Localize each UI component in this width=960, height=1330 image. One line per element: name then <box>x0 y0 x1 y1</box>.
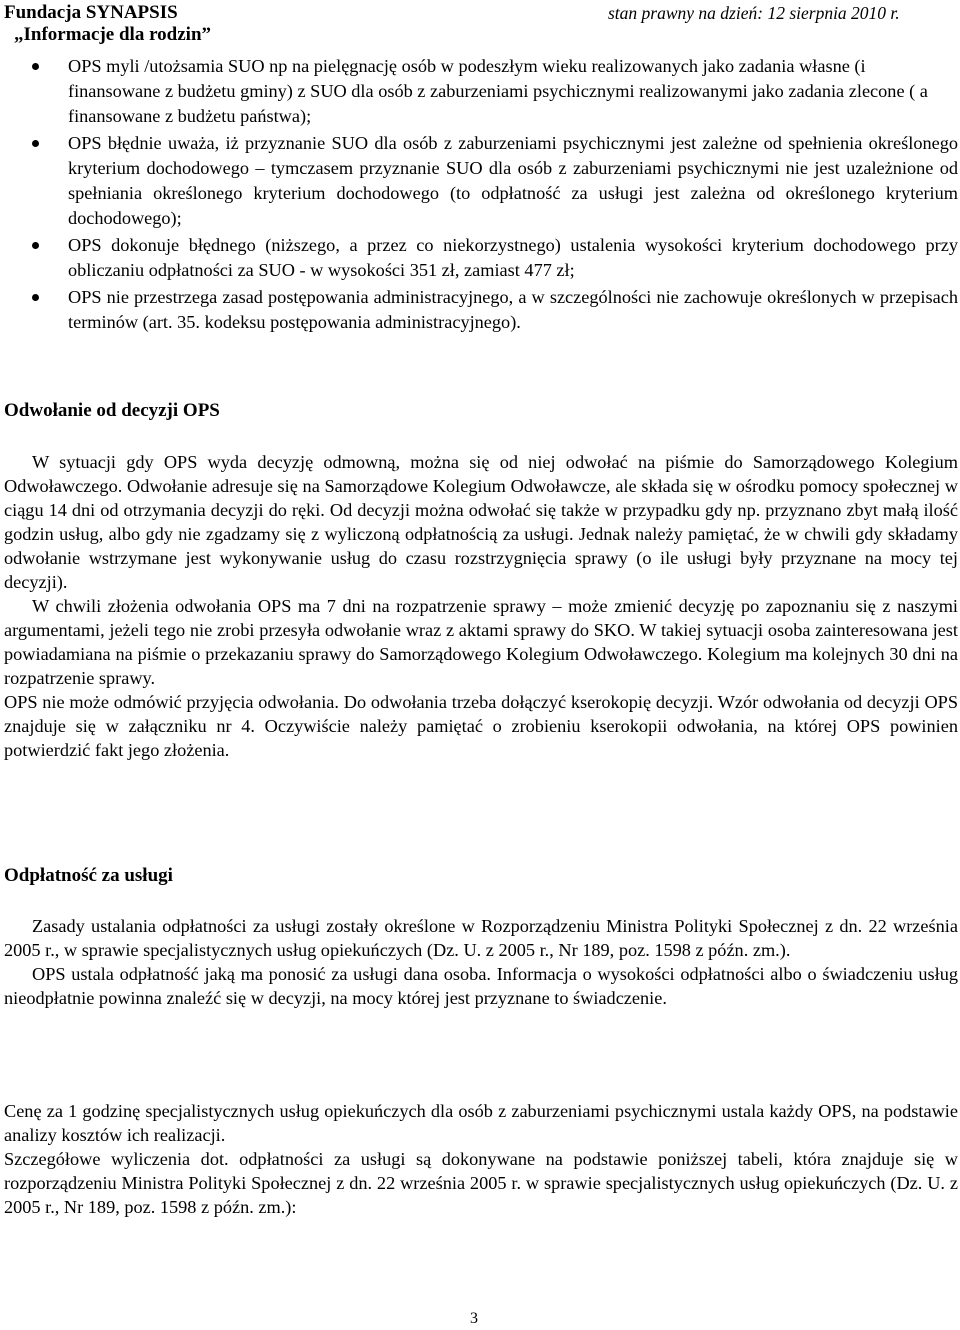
list-item: OPS nie przestrzega zasad postępowania administracyjnego, a w szczególności nie zachowuje określonych w przepisach terminów (art. 35. kodeksu postępowania administracyjnego). <box>4 285 958 335</box>
document-subtitle: „Informacje dla rodzin” <box>14 24 212 45</box>
list-item: OPS błędnie uważa, iż przyznanie SUO dla osób z zaburzeniami psychicznymi jest zależne od spełnienia określonego kryterium dochodowego – tymczasem przyznanie SUO dla osób z zaburzeniami psychicznymi nie jest uzależnione od spełniania określonego kryterium dochodowego (to odpłatność za usługi jest zależna od określonego kryterium dochodowego); <box>4 131 958 231</box>
organization-name: Fundacja SYNAPSIS <box>4 2 178 23</box>
section-fees-body <box>4 914 958 1010</box>
list-item: OPS myli /utożsamia SUO np na pielęgnację osób w podeszłym wieku realizowanych jako zadania własne (i finansowane z budżetu gminy) z SUO dla osób z zaburzeniami psychicznymi realizowanymi jako zadania zlecone ( a finansowane z budżetu państwa); <box>4 54 958 129</box>
paragraph: W sytuacji gdy OPS wyda decyzję odmowną, można się od niej odwołać na piśmie do Samorządowego Kolegium Odwoławczego. Odwołanie adresuje się na Samorządowe Kolegium Odwoławcze, ale składa się w ośrodku pomocy społecznej w ciągu 14 dni od otrzymania decyzji do ręki. Od decyzji można odwołać się także w przypadku gdy np. przyznano zbyt małą ilość godzin usług, albo gdy nie zgadzamy się z wyliczoną odpłatnością za usługi. Jednak należy pamiętać, że w chwili gdy składamy odwołanie wstrzymane jest wykonywanie usług do czasu rozstrzygnięcia sprawy (o ile usługi były przyznane na mocy tej decyzji). <box>4 452 958 592</box>
section-heading-fees: Odpłatność za usługi <box>4 865 173 886</box>
paragraph: Cenę za 1 godzinę specjalistycznych usług opiekuńczych dla osób z zaburzeniami psychicznymi ustala każdy OPS, na podstawie analizy kosztów ich realizacji. <box>4 1101 958 1145</box>
issues-list <box>4 54 958 337</box>
section-heading-appeal: Odwołanie od decyzji OPS <box>4 400 220 421</box>
legal-status-date: stan prawny na dzień: 12 sierpnia 2010 r. <box>608 3 900 23</box>
page-header <box>4 2 958 24</box>
paragraph: OPS nie może odmówić przyjęcia odwołania. Do odwołania trzeba dołączyć kserokopię decyzji. Wzór odwołania od decyzji OPS znajduje się w załączniku nr 4. Oczywiście należy pamiętać o zrobieniu kserokopii odwołania, na której OPS powinien potwierdzić fakt jego złożenia. <box>4 692 958 760</box>
section-fees-body-2 <box>4 1099 958 1219</box>
paragraph: W chwili złożenia odwołania OPS ma 7 dni na rozpatrzenie sprawy – może zmienić decyzję po zapoznaniu się z naszymi argumentami, jeżeli tego nie zrobi przesyła odwołanie wraz z aktami sprawy do SKO. W takiej sytuacji osoba zainteresowana jest powiadamiana na piśmie o przekazaniu sprawy do Samorządowego Kolegium Odwoławczego. Kolegium ma kolejnych 30 dni na rozpatrzenie sprawy. <box>4 596 958 688</box>
page-number: 3 <box>470 1310 478 1327</box>
paragraph: Szczegółowe wyliczenia dot. odpłatności za usługi są dokonywane na podstawie poniższej tabeli, która znajduje się w rozporządzeniu Ministra Polityki Społecznej z dn. 22 września 2005 r. w sprawie specjalistycznych usług opiekuńczych (Dz. U. z 2005 r., Nr 189, poz. 1598 z późn. zm.): <box>4 1149 958 1217</box>
list-item: OPS dokonuje błędnego (niższego, a przez co niekorzystnego) ustalenia wysokości kryterium dochodowego przy obliczaniu odpłatności za SUO - w wysokości 351 zł, zamiast 477 zł; <box>4 233 958 283</box>
paragraph: Zasady ustalania odpłatności za usługi zostały określone w Rozporządzeniu Ministra Polityki Społecznej z dn. 22 września 2005 r., w sprawie specjalistycznych usług opiekuńczych (Dz. U. z 2005 r., Nr 189, poz. 1598 z późn. zm.). <box>4 916 958 960</box>
paragraph: OPS ustala odpłatność jaką ma ponosić za usługi dana osoba. Informacja o wysokości odpłatności albo o świadczeniu usług nieodpłatnie powinna znaleźć się w decyzji, na mocy której jest przyznane to świadczenie. <box>4 964 958 1008</box>
section-appeal-body <box>4 450 958 762</box>
